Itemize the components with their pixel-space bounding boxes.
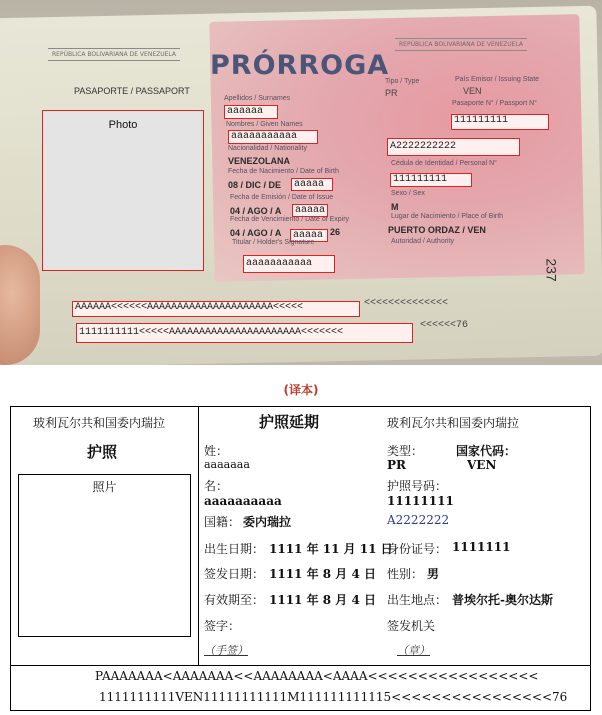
value-expiry-tail: 26: [330, 227, 341, 237]
nationality-value: 委内瑞拉: [243, 515, 292, 529]
country-right: 玻利瓦尔共和国委内瑞拉: [387, 416, 520, 430]
label-nationality: Nacionalidad / Nationality: [228, 145, 307, 152]
surname-value: aaaaaaa: [204, 458, 250, 471]
dob-value: 1111 年 11 月 11 日: [269, 542, 393, 556]
republic-emblem-left: REPÚBLICA BOLIVARIANA DE VENEZUELA: [48, 48, 180, 61]
type-label: 类型：: [387, 444, 424, 458]
prorroga-heading: PRÓRROGA: [210, 50, 390, 81]
mrz-line-2-tail: <<<<<<76: [420, 320, 469, 331]
mrz-line-1-tail: <<<<<<<<<<<<<<: [364, 298, 449, 309]
passport-no-label: 护照号码：: [387, 479, 448, 493]
value-issue: 04 / AGO / A: [230, 206, 282, 216]
mrz-line-2-box: 1111111111<<<<<AAAAAAAAAAAAAAAAAAAAAA<<<<<<<: [76, 323, 413, 343]
surname-box: aaaaaa: [224, 105, 278, 119]
label-issuing-state: País Emisor / Issuing State: [455, 76, 540, 83]
pob-value: 普埃尔托-奥尔达斯: [452, 593, 553, 607]
passport-no-value-2: A2222222: [387, 513, 450, 527]
id-no-box: 111111111: [390, 173, 472, 187]
column-divider: [198, 407, 199, 665]
pasaporte-label: PASAPORTE / PASSAPORT: [74, 86, 190, 96]
label-sex: Sexo / Sex: [391, 190, 425, 197]
sex-value: 男: [427, 567, 440, 581]
given-label: 名：: [204, 479, 229, 493]
authority-label: 签发机关: [387, 619, 436, 633]
label-type: Tipo / Type: [385, 78, 420, 85]
label-place-of-birth: Lugar de Nacimiento / Place of Birth: [391, 213, 504, 220]
id-value: 1111111: [452, 540, 511, 554]
mrz-line-1-box: AAAAAA<<<<<<AAAAAAAAAAAAAAAAAAAAA<<<<<: [72, 301, 360, 317]
label-given: Nombres / Given Names: [226, 121, 303, 128]
label-dob: Fecha de Nacimiento / Date of Birth: [228, 168, 339, 175]
issue-label: 签发日期：: [204, 567, 265, 581]
label-expiry: Fecha de Vencimiento / Date of Expiry: [230, 216, 350, 223]
photo-frame: [18, 474, 191, 637]
republic-emblem-right: REPÚBLICA BOLIVARIANA DE VENEZUELA: [395, 38, 527, 51]
photo-label: 照片: [92, 480, 117, 494]
seal-note: （章）: [397, 644, 430, 657]
passport-title: 护照: [87, 443, 118, 461]
code-label: 国家代码：: [456, 444, 517, 458]
label-issue: Fecha de Emisión / Date of Issue: [230, 194, 334, 201]
translation-title: (译本): [283, 383, 319, 397]
label-id-no: Cédula de Identidad / Personal N°: [391, 160, 497, 167]
type-value: PR: [387, 458, 406, 472]
signature-box: aaaaaaaaaaa: [243, 255, 335, 273]
label-signature: Titular / Holder's Signature: [232, 239, 315, 246]
value-dob: 08 / DIC / DE: [228, 180, 282, 190]
margin-number: 237: [543, 258, 560, 282]
value-sex: M: [391, 202, 399, 212]
passport-no-box-2: A2222222222: [387, 138, 520, 156]
expiry-label: 有效期至：: [204, 593, 265, 607]
mrz-divider: [11, 665, 590, 666]
value-type: PR: [385, 88, 398, 98]
value-state: VEN: [463, 86, 482, 96]
given-box: aaaaaaaaaaa: [228, 130, 318, 144]
value-place: PUERTO ORDAZ / VEN: [388, 225, 486, 235]
dob-box: aaaaa: [291, 178, 333, 191]
code-value: VEN: [467, 458, 497, 472]
doc-mrz-line-2: 1111111111VEN11111111111M111111111115<<<<<<<<<<<<<<<<76: [99, 690, 568, 704]
passport-no-box: 111111111: [451, 114, 549, 130]
sign-label: 签字：: [204, 619, 241, 633]
thumb-image: [0, 245, 40, 365]
value-expiry: 04 / AGO / A: [230, 228, 282, 238]
label-surnames: Apellidos / Surnames: [224, 95, 291, 102]
label-passport-no: Pasaporte N° / Passport N°: [452, 100, 537, 107]
sex-label: 性别：: [387, 567, 424, 581]
expiry-box: aaaaa: [290, 229, 328, 242]
dob-label: 出生日期：: [204, 542, 265, 556]
extension-title: 护照延期: [259, 413, 320, 431]
doc-mrz-line-1: PAAAAAAA<AAAAAAA<<AAAAAAAA<AAAA<<<<<<<<<<<<<<<<<: [95, 669, 539, 683]
country-left: 玻利瓦尔共和国委内瑞拉: [33, 416, 166, 430]
issue-value: 1111 年 8 月 4 日: [269, 567, 376, 581]
pob-label: 出生地点：: [387, 593, 448, 607]
expiry-value: 1111 年 8 月 4 日: [269, 593, 376, 607]
value-nationality: VENEZOLANA: [228, 156, 291, 166]
photo-placeholder: Photo: [42, 110, 204, 271]
given-value: aaaaaaaaaa: [204, 494, 282, 508]
label-authority: Autoridad / Authority: [391, 238, 455, 245]
nationality-label: 国籍：: [204, 515, 241, 529]
issue-box: aaaaa: [292, 204, 328, 217]
translation-document: [10, 406, 591, 711]
id-label: 身份证号：: [387, 542, 448, 556]
sign-note: （手签）: [204, 644, 248, 657]
surname-label: 姓：: [204, 444, 229, 458]
passport-no-value: 11111111: [387, 494, 454, 508]
